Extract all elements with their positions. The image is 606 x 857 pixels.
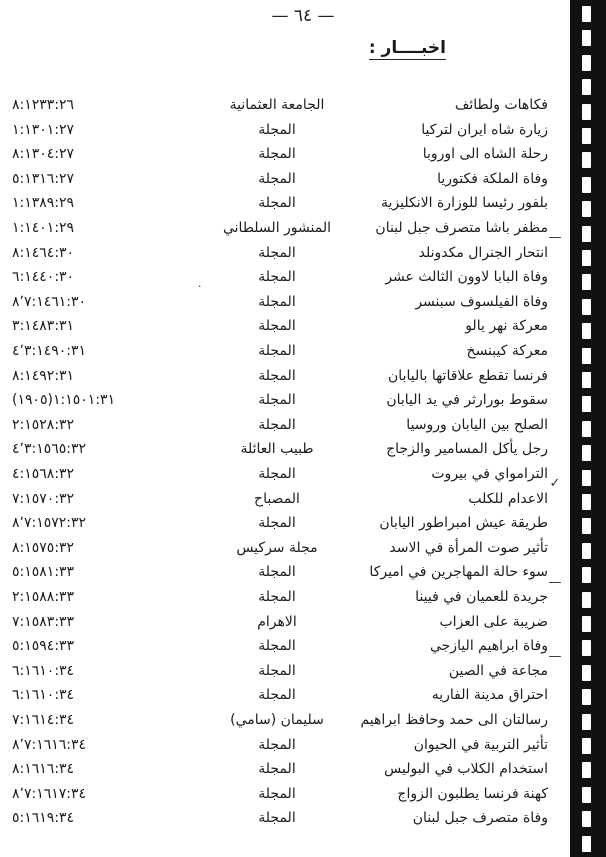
entry-title: انتحار الجنرال مكدونلد xyxy=(418,244,548,261)
entry-reference: ١:١٣٨٩:٢٩ xyxy=(12,195,75,212)
entry-source: المجلة xyxy=(258,318,296,335)
index-entry xyxy=(12,782,548,806)
entry-source: الاهرام xyxy=(257,613,297,630)
entry-title: رجل يأكل المسامير والزجاج xyxy=(386,441,548,458)
entry-reference: ١:١٣٠١:٢٧ xyxy=(12,121,75,138)
entry-reference: ٦:١٦١٠:٣٤ xyxy=(12,687,75,704)
entry-title: وفاة الملكة فكتوريا xyxy=(437,170,548,187)
sprocket-hole xyxy=(582,299,591,315)
entry-source: المجلة xyxy=(258,736,296,753)
entry-title: ضريبة على العزاب xyxy=(439,613,548,630)
entry-source: المجلة xyxy=(258,564,296,581)
entry-source: المجلة xyxy=(258,785,296,802)
index-entry xyxy=(12,610,548,634)
entry-title: وفاة ابراهيم اليازجي xyxy=(429,638,548,655)
entry-title: احتراق مدينة الفاريه xyxy=(431,687,548,704)
index-entry xyxy=(12,413,548,437)
sprocket-hole xyxy=(582,640,591,656)
entry-reference: ٢:١٥٢٨:٣٢ xyxy=(12,416,75,433)
sprocket-hole xyxy=(582,518,591,534)
entry-title: سوء حالة المهاجرين في اميركا xyxy=(369,564,548,581)
sprocket-hole xyxy=(582,665,591,681)
entry-reference: ١:١٥٠١:٣١(١٩٠٥) xyxy=(12,392,116,409)
entry-title: رحلة الشاه الى اوروبا xyxy=(422,146,548,163)
entry-source: طبيب العائلة xyxy=(240,441,314,458)
sprocket-hole xyxy=(582,787,591,803)
entry-title: رسالتان الى حمد وحافظ ابراهيم xyxy=(360,712,548,728)
sprocket-hole xyxy=(582,128,591,144)
sprocket-hole xyxy=(582,104,591,120)
entry-title: تأثير صوت المرأة في الاسد xyxy=(389,539,548,556)
index-entry xyxy=(12,191,548,215)
entry-source: المصباح xyxy=(254,490,300,507)
sprocket-hole xyxy=(582,836,591,852)
entry-reference: ٨٬٧:١٤٦١:٣٠ xyxy=(12,293,87,310)
sprocket-hole xyxy=(582,79,591,95)
stray-mark: · xyxy=(198,280,202,293)
entry-title: جريدة للعميان في فيينا xyxy=(415,589,548,605)
entry-reference: ٧:١٥٧٠:٣٢ xyxy=(12,490,75,507)
index-entry xyxy=(12,167,548,191)
sprocket-hole xyxy=(582,274,591,290)
sprocket-hole xyxy=(582,616,591,632)
entry-source: المجلة xyxy=(258,687,296,704)
sprocket-hole xyxy=(582,445,591,461)
margin-mark: ✓ xyxy=(549,476,561,491)
entry-source: المجلة xyxy=(258,761,296,778)
entry-source: المجلة xyxy=(258,515,296,532)
entry-title: معركة نهر يالو xyxy=(465,318,548,335)
index-entry xyxy=(12,806,548,830)
index-entry xyxy=(12,290,548,314)
sprocket-hole xyxy=(582,372,591,388)
entry-title: الاعدام للكلب xyxy=(468,490,548,507)
index-entry xyxy=(12,708,548,732)
entry-source: المجلة xyxy=(258,146,296,163)
sprocket-hole xyxy=(582,323,591,339)
section-header: اخبــــار : xyxy=(368,38,446,58)
index-entry xyxy=(12,314,548,338)
index-entry xyxy=(12,388,548,412)
index-entry xyxy=(12,339,548,363)
entry-reference: ٨:١٣٠٤:٢٧ xyxy=(12,146,75,163)
entry-reference: ٨:١٢٣٣:٢٦ xyxy=(12,97,75,113)
sprocket-hole xyxy=(582,762,591,778)
entry-reference: ١:١٤٠١:٢٩ xyxy=(12,220,75,236)
entry-reference: ٨٬٧:١٦١٦:٣٤ xyxy=(12,736,87,753)
sprocket-hole xyxy=(582,226,591,242)
page-number: — ٦٤ — xyxy=(271,6,335,26)
sprocket-hole xyxy=(582,470,591,486)
sprocket-hole xyxy=(582,689,591,705)
entry-source: المجلة xyxy=(258,662,296,679)
index-entry xyxy=(12,265,548,289)
sprocket-hole xyxy=(582,421,591,437)
film-strip-border xyxy=(570,0,606,857)
index-entry xyxy=(12,462,548,486)
entry-source: المجلة xyxy=(258,269,296,286)
entry-reference: ٨:١٦١٦:٣٤ xyxy=(12,761,75,778)
index-entry xyxy=(12,560,548,584)
entry-title: زيارة شاه ايران لتركيا xyxy=(421,121,548,138)
index-entry xyxy=(12,634,548,658)
sprocket-hole xyxy=(582,494,591,510)
sprocket-hole xyxy=(582,30,591,46)
index-entry xyxy=(12,487,548,511)
entry-title: تأثير التربية في الحيوان xyxy=(413,736,548,753)
entry-source: المجلة xyxy=(258,810,296,827)
entry-title: الصلح بين اليابان وروسيا xyxy=(406,416,548,433)
index-entry xyxy=(12,364,548,388)
margin-mark: — xyxy=(548,649,562,664)
entry-reference: ٥:١٣١٦:٢٧ xyxy=(12,170,75,187)
entry-reference: ٤٬٣:١٥٦٥:٣٢ xyxy=(12,441,87,458)
entry-title: طريقة عيش امبراطور اليابان xyxy=(379,515,548,532)
entry-reference: ٥:١٦١٩:٣٤ xyxy=(12,810,75,827)
entry-title: وفاة الفيلسوف سبنسر xyxy=(415,293,548,310)
index-entry xyxy=(12,142,548,166)
entry-source: المجلة xyxy=(258,170,296,187)
entry-title: بلفور رئيسا للوزارة الانكليزية xyxy=(381,195,548,212)
entry-reference: ٦:١٤٤٠:٣٠ xyxy=(12,269,75,286)
margin-mark: — xyxy=(548,230,562,245)
sprocket-hole xyxy=(582,152,591,168)
entry-source: المجلة xyxy=(258,466,296,482)
sprocket-hole xyxy=(582,177,591,193)
index-entry xyxy=(12,585,548,609)
entry-title: فرنسا تقطع علاقاتها باليابان xyxy=(388,367,548,384)
entry-source: المجلة xyxy=(258,195,296,212)
entry-title: فكاهات ولطائف xyxy=(454,97,548,113)
index-entry xyxy=(12,757,548,781)
index-entry xyxy=(12,437,548,461)
entry-title: سقوط بورارثر في يد اليابان xyxy=(386,392,548,409)
sprocket-hole xyxy=(582,592,591,608)
entry-source: المجلة xyxy=(258,367,296,384)
margin-mark: — xyxy=(548,575,562,590)
entry-reference: ٧:١٥٨٣:٣٣ xyxy=(12,613,75,630)
index-entry xyxy=(12,118,548,142)
index-entry xyxy=(12,241,548,265)
entry-title: كهنة فرنسا يطلبون الزواج xyxy=(397,785,548,802)
sprocket-hole xyxy=(582,55,591,71)
entry-source: المجلة xyxy=(258,343,296,359)
entry-source: مجلة سركيس xyxy=(236,539,318,556)
index-entry xyxy=(12,536,548,560)
entry-source: المنشور السلطاني xyxy=(222,220,331,236)
entry-source: المجلة xyxy=(258,416,296,433)
sprocket-hole xyxy=(582,396,591,412)
entry-source: المجلة xyxy=(258,392,296,409)
sprocket-hole xyxy=(582,567,591,583)
entry-source: المجلة xyxy=(258,293,296,310)
entry-reference: ٨٬٧:١٥٧٢:٣٢ xyxy=(12,515,87,532)
entry-reference: ٢:١٥٨٨:٣٣ xyxy=(12,589,75,605)
entry-reference: ٣:١٤٨٣:٣١ xyxy=(12,318,75,335)
sprocket-hole xyxy=(582,201,591,217)
entry-source: سليمان (سامي) xyxy=(230,712,324,728)
index-entry xyxy=(12,93,548,117)
index-entry xyxy=(12,659,548,683)
entry-title: مظفر باشا متصرف جبل لبنان xyxy=(375,220,548,236)
sprocket-hole xyxy=(582,250,591,266)
entry-reference: ٨:١٤٦٤:٣٠ xyxy=(12,244,75,261)
entry-title: استخدام الكلاب في البوليس xyxy=(384,761,548,778)
entry-source: المجلة xyxy=(258,589,296,605)
entry-title: وفاة البابا لاوون الثالث عشر xyxy=(385,269,548,286)
index-entry xyxy=(12,683,548,707)
entry-title: مجاعة في الصين xyxy=(448,662,548,679)
index-entry xyxy=(12,733,548,757)
entry-reference: ٨٬٧:١٦١٧:٣٤ xyxy=(12,785,87,802)
entry-title: معركة كيبنسخ xyxy=(466,343,548,359)
entry-source: المجلة xyxy=(258,244,296,261)
entry-reference: ٧:١٦١٤:٣٤ xyxy=(12,712,75,728)
entry-reference: ٥:١٥٩٤:٣٣ xyxy=(12,638,75,655)
index-entry xyxy=(12,511,548,535)
sprocket-hole xyxy=(582,714,591,730)
entry-reference: ٤:١٥٦٨:٣٢ xyxy=(12,466,75,482)
entry-reference: ٤٬٣:١٤٩٠:٣١ xyxy=(12,343,87,359)
entry-title: وفاة متصرف جبل لبنان xyxy=(412,810,548,827)
entry-reference: ٨:١٤٩٢:٣١ xyxy=(12,367,75,384)
sprocket-hole xyxy=(582,543,591,559)
entry-reference: ٨:١٥٧٥:٣٢ xyxy=(12,539,75,556)
entry-source: المجلة xyxy=(258,121,296,138)
sprocket-hole xyxy=(582,811,591,827)
entry-reference: ٥:١٥٨١:٣٣ xyxy=(12,564,75,581)
entry-source: المجلة xyxy=(258,638,296,655)
entry-title: الترامواي في بيروت xyxy=(431,466,548,482)
sprocket-hole xyxy=(582,348,591,364)
entry-source: الجامعة العثمانية xyxy=(229,97,325,113)
sprocket-hole xyxy=(582,6,591,22)
index-entry xyxy=(12,216,548,240)
sprocket-hole xyxy=(582,738,591,754)
entry-reference: ٦:١٦١٠:٣٤ xyxy=(12,662,75,679)
